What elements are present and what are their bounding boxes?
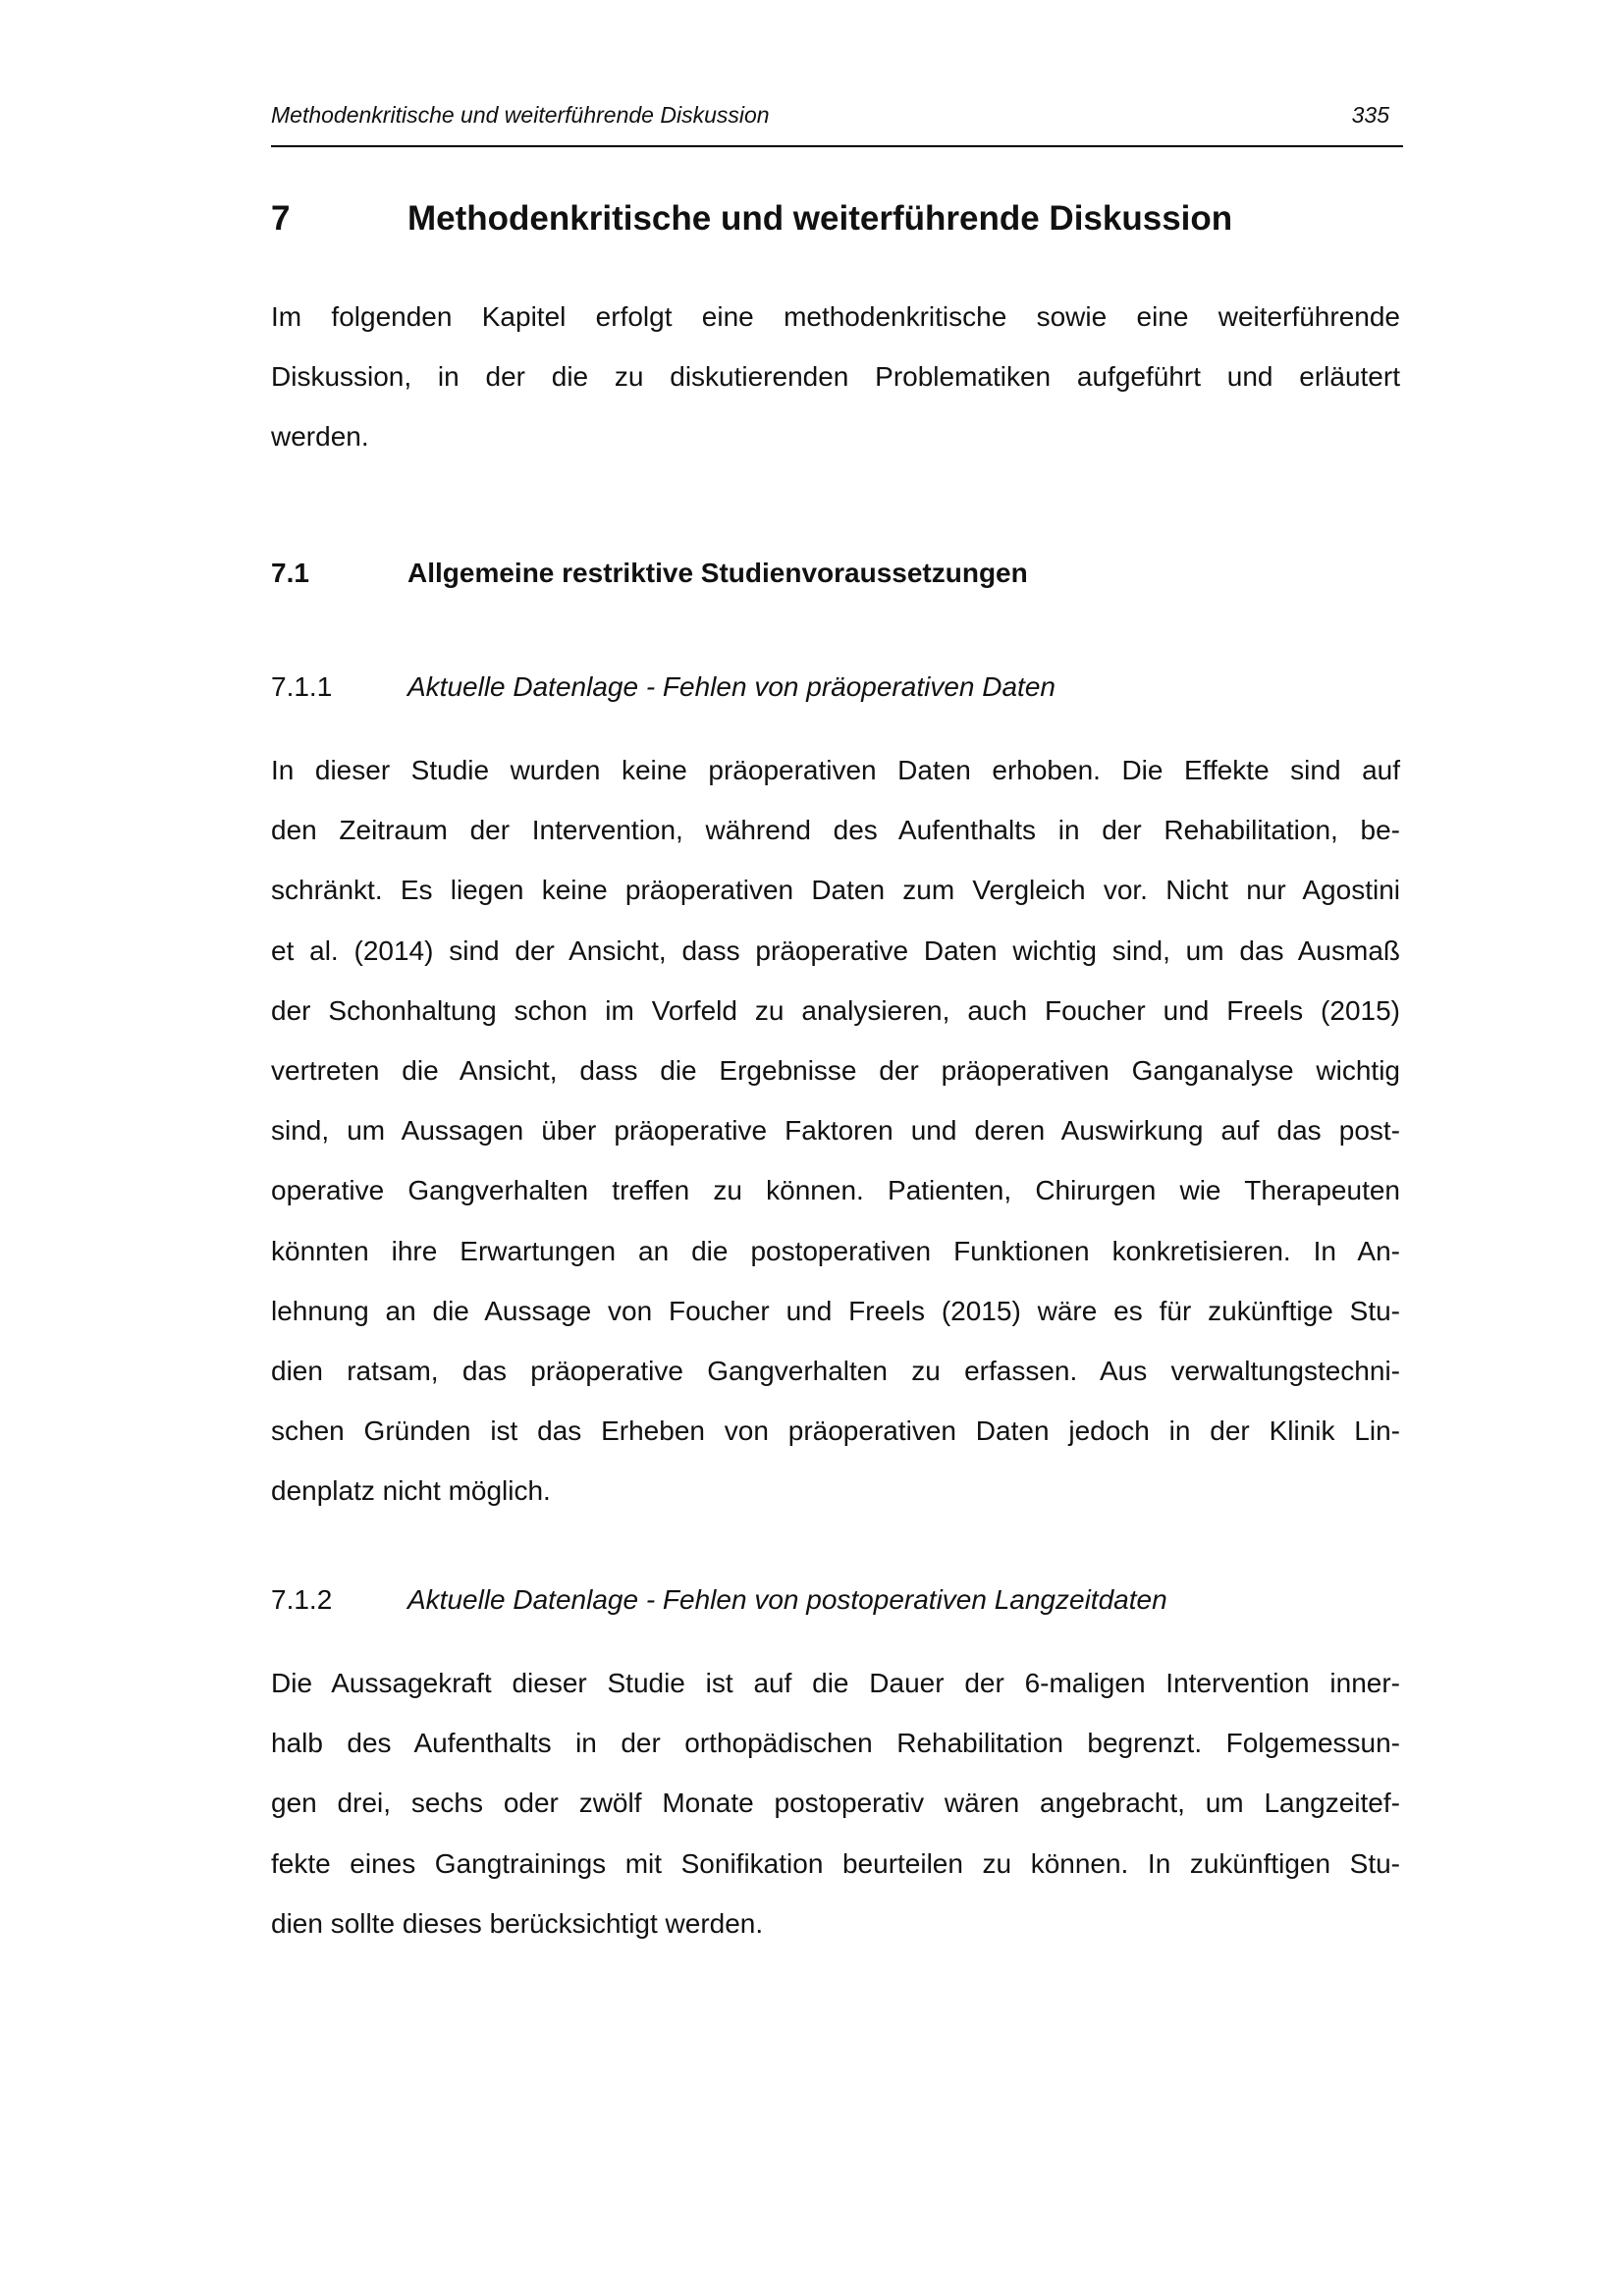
- section-number: 7.1: [271, 558, 309, 588]
- paragraph-line: Die Aussagekraft dieser Studie ist auf die Dauer der 6-maligen Intervention inner-: [271, 1668, 1400, 1698]
- paragraph-line: denplatz nicht möglich.: [271, 1475, 551, 1507]
- paragraph-line: dien ratsam, das präoperative Gangverhalten zu erfassen. Aus verwaltungstechni-: [271, 1355, 1400, 1386]
- paragraph-line: dien sollte dieses berücksichtigt werden.: [271, 1907, 764, 1939]
- paragraph-line: fekte eines Gangtrainings mit Sonifikation beurteilen zu können. In zukünftigen Stu-: [271, 1847, 1400, 1879]
- paragraph-line: vertreten die Ansicht, dass die Ergebnisse der präoperativen Ganganalyse wichtig: [271, 1054, 1400, 1086]
- subsection-paragraph-7-1-1: [271, 740, 1400, 1521]
- paragraph-line: der Schonhaltung schon im Vorfeld zu analysieren, auch Foucher und Freels (2015): [271, 994, 1400, 1026]
- running-title: Methodenkritische und weiterführende Diskussion: [271, 102, 770, 128]
- paragraph-line: et al. (2014) sind der Ansicht, dass präoperative Daten wichtig sind, um das Ausmaß: [271, 934, 1400, 966]
- chapter-intro-paragraph: [271, 287, 1400, 467]
- paragraph-line: halb des Aufenthalts in der orthopädischen Rehabilitation begrenzt. Folgemessun-: [271, 1728, 1400, 1759]
- paragraph-line: den Zeitraum der Intervention, während des Aufenthalts in der Rehabilitation, be-: [271, 815, 1400, 846]
- paragraph-line: schränkt. Es liegen keine präoperativen Daten zum Vergleich vor. Nicht nur Agostini: [271, 875, 1400, 906]
- paragraph-line: lehnung an die Aussage von Foucher und Freels (2015) wäre es für zukünftige Stu-: [271, 1295, 1400, 1326]
- chapter-title: Methodenkritische und weiterführende Diskussion: [407, 199, 1233, 238]
- paragraph-line: Im folgenden Kapitel erfolgt eine methodenkritische sowie eine weiterführende: [271, 301, 1400, 332]
- paragraph-line: sind, um Aussagen über präoperative Faktoren und deren Auswirkung auf das post-: [271, 1115, 1400, 1147]
- section-title: Allgemeine restriktive Studienvoraussetzungen: [407, 558, 1028, 588]
- subsection-title: Aktuelle Datenlage - Fehlen von präoperativen Daten: [407, 671, 1056, 702]
- paragraph-line: schen Gründen ist das Erheben von präoperativen Daten jedoch in der Klinik Lin-: [271, 1415, 1400, 1447]
- subsection-heading-7-1-1: [271, 667, 1400, 707]
- paragraph-line: könnten ihre Erwartungen an die postoperativen Funktionen konkretisieren. In An-: [271, 1235, 1400, 1266]
- paragraph-line: gen drei, sechs oder zwölf Monate postoperativ wären angebracht, um Langzeitef-: [271, 1788, 1400, 1819]
- chapter-heading: [271, 194, 1400, 243]
- paragraph-line: Diskussion, in der die zu diskutierenden Problematiken aufgeführt und erläutert: [271, 361, 1400, 393]
- running-header: [271, 98, 1403, 147]
- paragraph-line: operative Gangverhalten treffen zu können. Patienten, Chirurgen wie Therapeuten: [271, 1175, 1400, 1206]
- page-number: 335: [1351, 102, 1389, 128]
- paragraph-line: werden.: [271, 421, 369, 453]
- section-heading: [271, 554, 1400, 593]
- subsection-number: 7.1.1: [271, 671, 333, 702]
- subsection-title: Aktuelle Datenlage - Fehlen von postoperativen Langzeitdaten: [407, 1584, 1167, 1615]
- subsection-paragraph-7-1-2: [271, 1653, 1400, 1953]
- subsection-number: 7.1.2: [271, 1584, 333, 1615]
- paragraph-line: In dieser Studie wurden keine präoperativen Daten erhoben. Die Effekte sind auf: [271, 755, 1400, 785]
- chapter-number: 7: [271, 199, 291, 238]
- subsection-heading-7-1-2: [271, 1580, 1400, 1620]
